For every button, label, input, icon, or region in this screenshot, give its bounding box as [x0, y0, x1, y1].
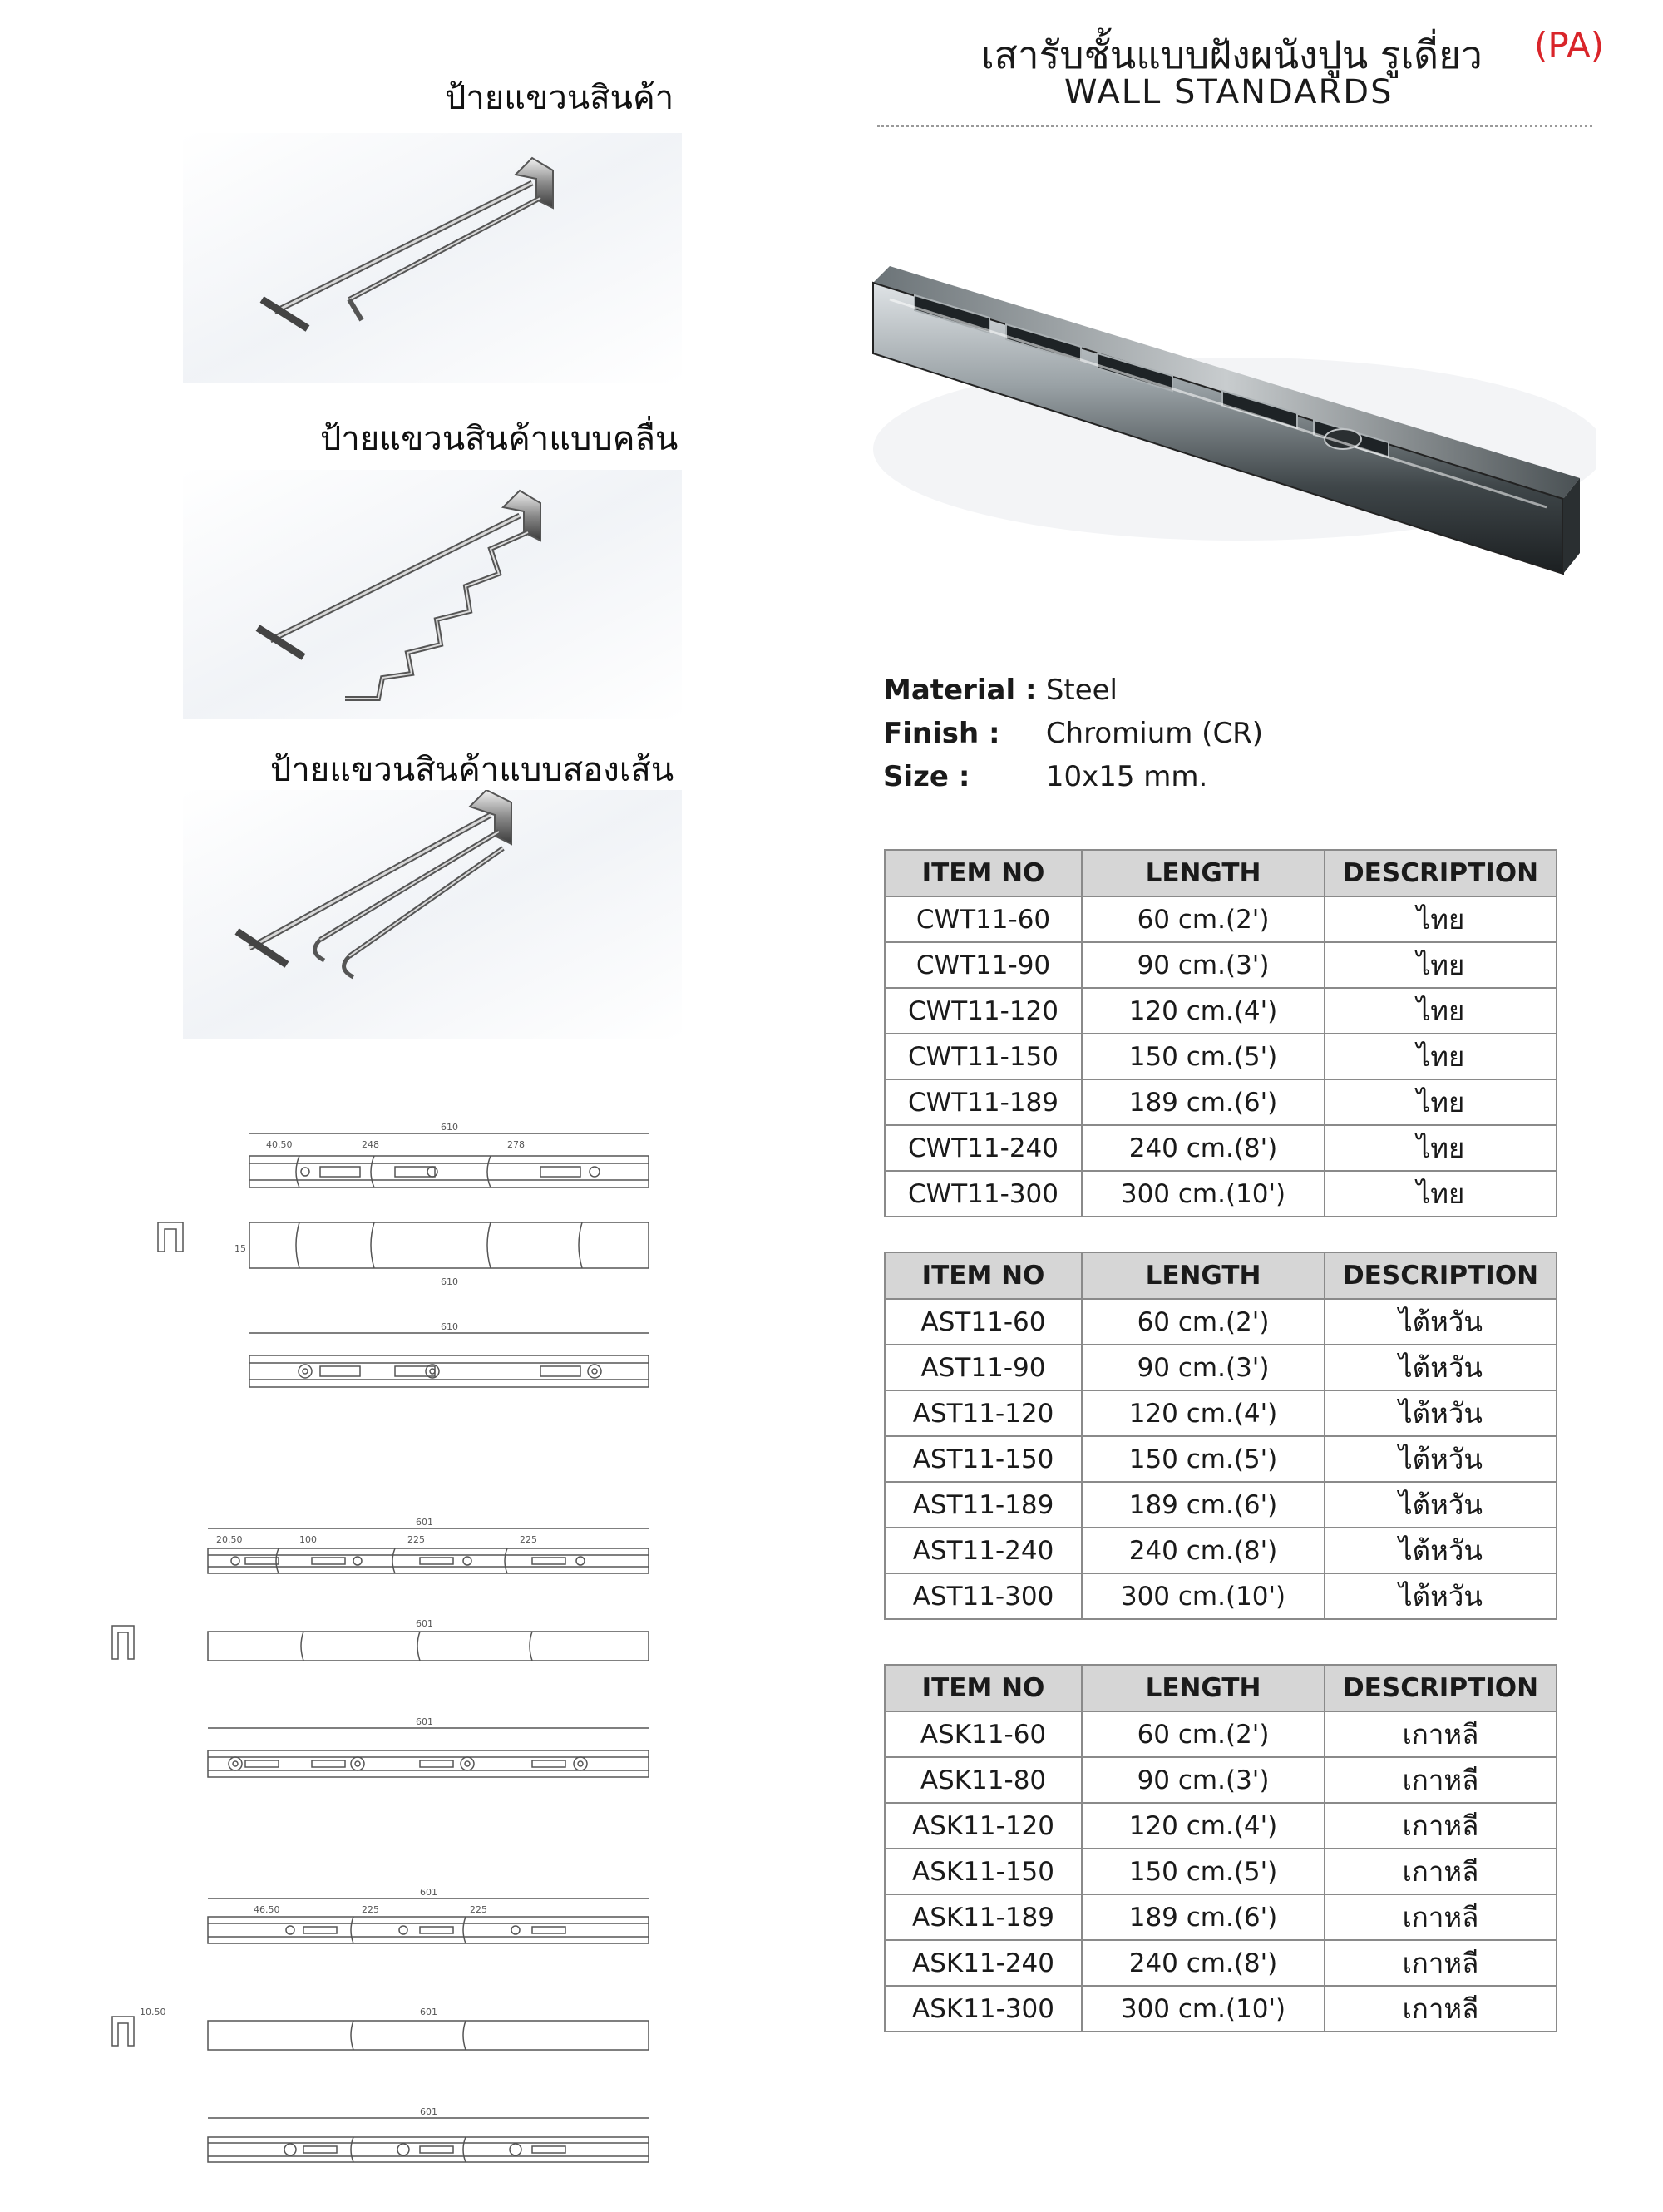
cell-item-no: CWT11-189	[885, 1079, 1082, 1125]
cell-description: ไต้หวัน	[1325, 1345, 1557, 1390]
page-title-english: WALL STANDARDS	[1064, 73, 1394, 111]
header-length: LENGTH	[1082, 1665, 1325, 1711]
cell-item-no: AST11-240	[885, 1528, 1082, 1573]
cell-length: 150 cm.(5')	[1082, 1436, 1325, 1482]
cell-description: ไต้หวัน	[1325, 1482, 1557, 1528]
header-item-no: ITEM NO	[885, 1665, 1082, 1711]
cell-length: 189 cm.(6')	[1082, 1079, 1325, 1125]
table-header-row	[885, 1665, 1557, 1711]
header-description: DESCRIPTION	[1325, 1252, 1557, 1299]
cell-length: 120 cm.(4')	[1082, 1803, 1325, 1849]
cell-description: เกาหลี	[1325, 1803, 1557, 1849]
cell-item-no: AST11-150	[885, 1436, 1082, 1482]
hook-single-image	[183, 133, 682, 383]
table-row	[885, 1125, 1557, 1171]
table-row	[885, 1940, 1557, 1986]
drawing-group-ask	[100, 1884, 665, 2200]
table-row	[885, 1894, 1557, 1940]
cell-length: 90 cm.(3')	[1082, 1757, 1325, 1803]
cell-length: 240 cm.(8')	[1082, 1940, 1325, 1986]
dim-total-2: 601	[416, 1517, 433, 1528]
table-row	[885, 1171, 1557, 1217]
cell-item-no: CWT11-300	[885, 1171, 1082, 1217]
drawing-group-cwt	[141, 1118, 674, 1434]
wall-standard-image	[865, 249, 1596, 599]
drawing-group-ast	[100, 1513, 665, 1829]
table-row	[885, 1803, 1557, 1849]
table-row	[885, 1034, 1557, 1079]
table-header-row	[885, 1252, 1557, 1299]
page-title-thai: เสารับชั้นแบบฝังผนังปูน รูเดี่ยว	[981, 32, 1483, 77]
cell-description: ไต้หวัน	[1325, 1299, 1557, 1345]
table-body-cwt	[885, 896, 1557, 1217]
cell-description: เกาหลี	[1325, 1757, 1557, 1803]
dim-total-3c: 601	[420, 2106, 437, 2117]
cell-length: 60 cm.(2')	[1082, 1299, 1325, 1345]
cell-description: ไทย	[1325, 942, 1557, 988]
dim-seg4-2: 225	[520, 1534, 537, 1545]
material-label: Material :	[883, 674, 1037, 707]
cell-length: 189 cm.(6')	[1082, 1894, 1325, 1940]
table-row	[885, 896, 1557, 942]
cell-description: ไทย	[1325, 1125, 1557, 1171]
dim-total-1b: 610	[441, 1276, 458, 1287]
dim-seg3-2: 225	[407, 1534, 425, 1545]
hook-wave-image	[183, 470, 682, 719]
spec-material	[883, 674, 1118, 707]
dim-seg2-2: 100	[299, 1534, 317, 1545]
cell-item-no: ASK11-189	[885, 1894, 1082, 1940]
cell-item-no: ASK11-150	[885, 1849, 1082, 1894]
dim-side-1: 15	[234, 1243, 246, 1254]
cell-item-no: ASK11-300	[885, 1986, 1082, 2032]
table-body-ast	[885, 1299, 1557, 1619]
finish-value: Chromium (CR)	[1045, 717, 1264, 750]
table-cwt	[884, 849, 1557, 1217]
cell-length: 90 cm.(3')	[1082, 942, 1325, 988]
table-row	[885, 1573, 1557, 1619]
cell-length: 150 cm.(5')	[1082, 1034, 1325, 1079]
cell-description: เกาหลี	[1325, 1849, 1557, 1894]
cell-item-no: CWT11-240	[885, 1125, 1082, 1171]
dim-seg1-3: 46.50	[254, 1904, 280, 1915]
cell-length: 150 cm.(5')	[1082, 1849, 1325, 1894]
table-row	[885, 1986, 1557, 2032]
dim-total-3b: 601	[420, 2007, 437, 2017]
dim-seg3-1: 278	[507, 1139, 525, 1150]
cell-item-no: CWT11-90	[885, 942, 1082, 988]
table-row	[885, 1390, 1557, 1436]
cell-description: ไทย	[1325, 1171, 1557, 1217]
table-row	[885, 1849, 1557, 1894]
dim-total-1: 610	[441, 1122, 458, 1133]
cell-description: เกาหลี	[1325, 1986, 1557, 2032]
dim-seg1-2: 20.50	[216, 1534, 243, 1545]
size-label: Size :	[883, 760, 970, 793]
dim-seg3-3: 225	[470, 1904, 487, 1915]
table-row	[885, 1482, 1557, 1528]
cell-length: 120 cm.(4')	[1082, 1390, 1325, 1436]
cell-length: 300 cm.(10')	[1082, 1171, 1325, 1217]
dim-side-3: 10.50	[140, 2007, 166, 2017]
table-ask	[884, 1664, 1557, 2032]
cell-length: 240 cm.(8')	[1082, 1528, 1325, 1573]
header-description: DESCRIPTION	[1325, 1665, 1557, 1711]
dim-total-2c: 601	[416, 1716, 433, 1727]
hook-double-image	[183, 790, 682, 1039]
size-value: 10x15 mm.	[1045, 760, 1208, 793]
caption-hook-single: ป้ายแขวนสินค้า	[445, 79, 674, 117]
cell-length: 300 cm.(10')	[1082, 1573, 1325, 1619]
cell-item-no: AST11-90	[885, 1345, 1082, 1390]
table-row	[885, 988, 1557, 1034]
cell-item-no: AST11-189	[885, 1482, 1082, 1528]
cell-description: เกาหลี	[1325, 1711, 1557, 1757]
caption-hook-wave: ป้ายแขวนสินค้าแบบคลื่น	[320, 420, 679, 458]
cell-description: เกาหลี	[1325, 1940, 1557, 1986]
dim-total-2b: 601	[416, 1618, 433, 1629]
cell-item-no: ASK11-240	[885, 1940, 1082, 1986]
cell-length: 240 cm.(8')	[1082, 1125, 1325, 1171]
header-item-no: ITEM NO	[885, 850, 1082, 896]
cell-length: 300 cm.(10')	[1082, 1986, 1325, 2032]
product-code-badge: (PA)	[1534, 25, 1605, 66]
cell-item-no: CWT11-120	[885, 988, 1082, 1034]
caption-hook-double: ป้ายแขวนสินค้าแบบสองเส้น	[270, 751, 674, 789]
header-item-no: ITEM NO	[885, 1252, 1082, 1299]
spec-finish	[883, 717, 1263, 750]
table-row	[885, 1528, 1557, 1573]
header-length: LENGTH	[1082, 850, 1325, 896]
cell-length: 189 cm.(6')	[1082, 1482, 1325, 1528]
table-row	[885, 1345, 1557, 1390]
cell-item-no: ASK11-60	[885, 1711, 1082, 1757]
cell-item-no: CWT11-60	[885, 896, 1082, 942]
spec-size	[883, 760, 1207, 793]
header-divider	[877, 125, 1592, 127]
table-row	[885, 1757, 1557, 1803]
cell-description: ไทย	[1325, 1079, 1557, 1125]
cell-description: ไต้หวัน	[1325, 1528, 1557, 1573]
dim-seg1-1: 40.50	[266, 1139, 293, 1150]
header-description: DESCRIPTION	[1325, 850, 1557, 896]
cell-item-no: AST11-60	[885, 1299, 1082, 1345]
dim-total-1c: 610	[441, 1321, 458, 1332]
cell-length: 120 cm.(4')	[1082, 988, 1325, 1034]
table-ast	[884, 1252, 1557, 1620]
table-row	[885, 1299, 1557, 1345]
table-header-row	[885, 850, 1557, 896]
cell-description: ไต้หวัน	[1325, 1436, 1557, 1482]
header-length: LENGTH	[1082, 1252, 1325, 1299]
dim-seg2-1: 248	[362, 1139, 379, 1150]
table-row	[885, 942, 1557, 988]
material-value: Steel	[1045, 674, 1118, 707]
cell-description: ไต้หวัน	[1325, 1390, 1557, 1436]
finish-label: Finish :	[883, 717, 1000, 750]
dim-total-3: 601	[420, 1887, 437, 1898]
cell-item-no: ASK11-80	[885, 1757, 1082, 1803]
table-row	[885, 1711, 1557, 1757]
cell-item-no: ASK11-120	[885, 1803, 1082, 1849]
cell-length: 60 cm.(2')	[1082, 1711, 1325, 1757]
cell-item-no: AST11-120	[885, 1390, 1082, 1436]
cell-description: ไทย	[1325, 1034, 1557, 1079]
cell-description: ไต้หวัน	[1325, 1573, 1557, 1619]
cell-length: 90 cm.(3')	[1082, 1345, 1325, 1390]
cell-item-no: CWT11-150	[885, 1034, 1082, 1079]
cell-description: เกาหลี	[1325, 1894, 1557, 1940]
cell-description: ไทย	[1325, 896, 1557, 942]
table-row	[885, 1436, 1557, 1482]
cell-length: 60 cm.(2')	[1082, 896, 1325, 942]
cell-item-no: AST11-300	[885, 1573, 1082, 1619]
table-row	[885, 1079, 1557, 1125]
table-body-ask	[885, 1711, 1557, 2032]
dim-seg2-3: 225	[362, 1904, 379, 1915]
cell-description: ไทย	[1325, 988, 1557, 1034]
